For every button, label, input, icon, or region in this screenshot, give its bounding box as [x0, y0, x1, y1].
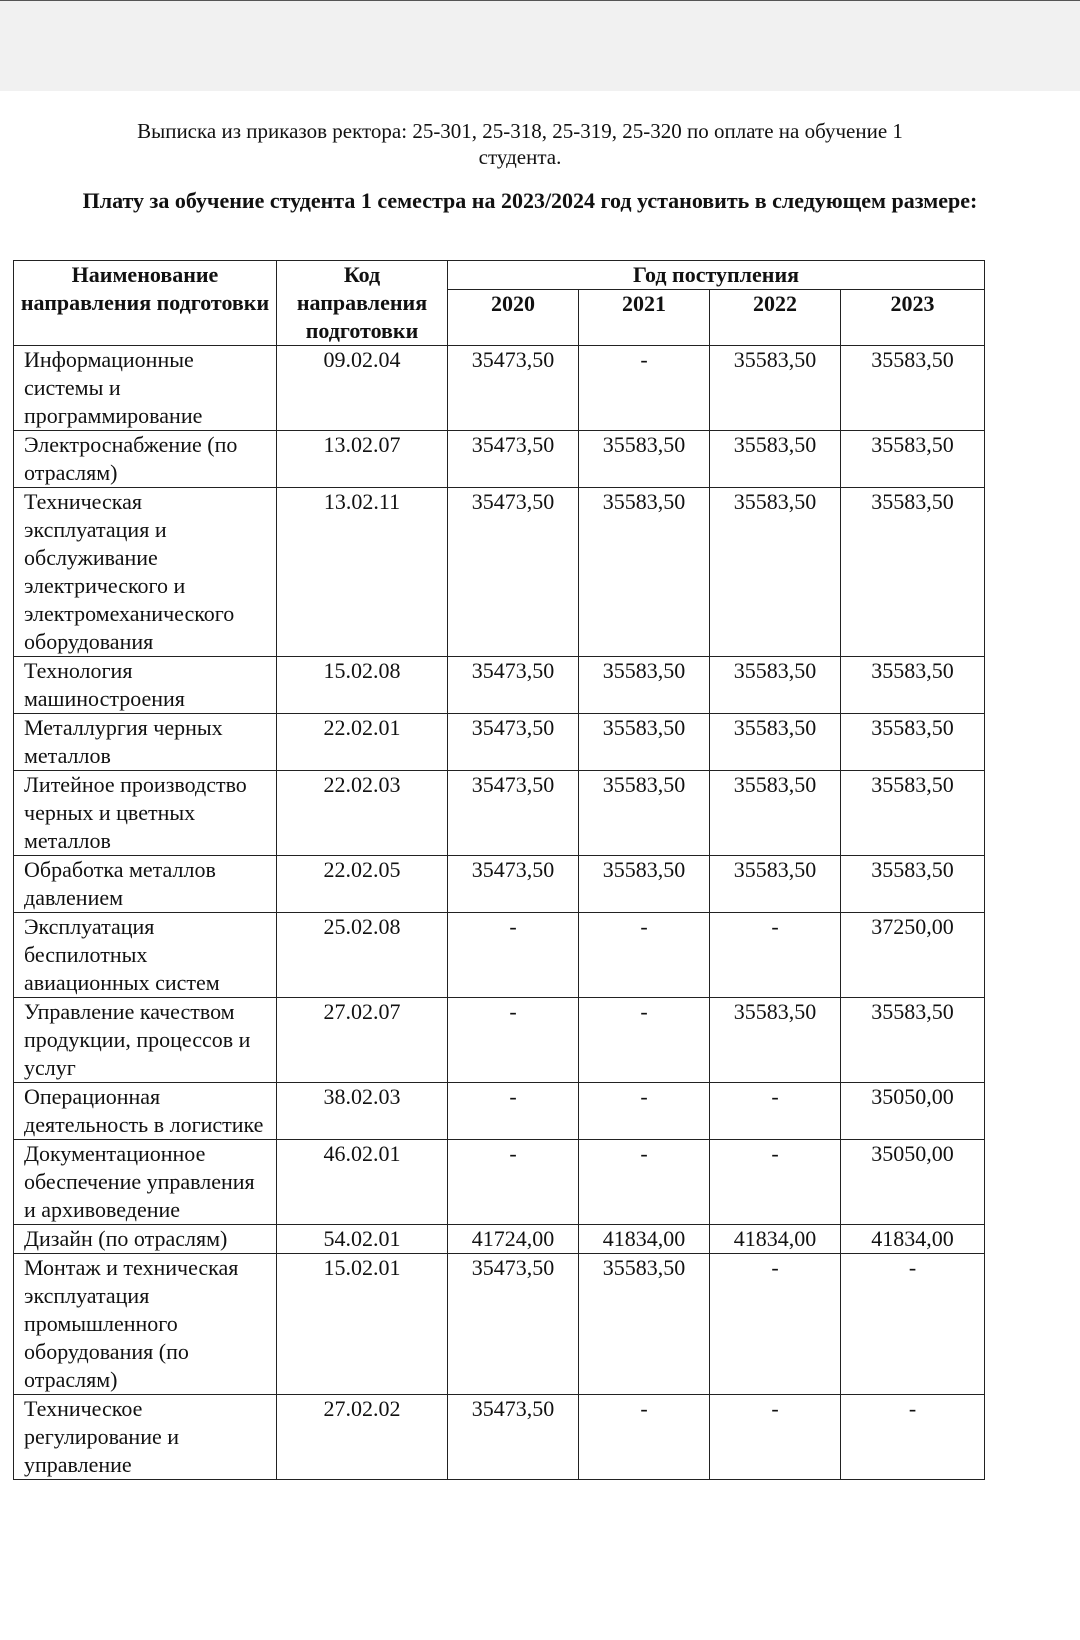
- direction-code-cell: 22.02.01: [277, 714, 448, 771]
- table-row: [14, 1083, 985, 1140]
- fee-2020-cell: 35473,50: [448, 1254, 579, 1395]
- fee-2021-cell: 35583,50: [579, 856, 710, 913]
- table-row: [14, 714, 985, 771]
- direction-code-cell: 22.02.03: [277, 771, 448, 856]
- table-row: [14, 1395, 985, 1480]
- fee-2021-cell: -: [579, 346, 710, 431]
- table-row: [14, 1254, 985, 1395]
- fee-2020-cell: 35473,50: [448, 488, 579, 657]
- fee-2021-cell: -: [579, 998, 710, 1083]
- fee-2022-cell: -: [710, 1395, 841, 1480]
- fee-2021-cell: 35583,50: [579, 488, 710, 657]
- direction-code-cell: 38.02.03: [277, 1083, 448, 1140]
- direction-code-cell: 46.02.01: [277, 1140, 448, 1225]
- direction-name-cell: Электроснабжение (по отраслям): [14, 431, 277, 488]
- fee-2021-cell: -: [579, 1083, 710, 1140]
- fee-2022-cell: -: [710, 913, 841, 998]
- fee-2023-cell: 35583,50: [841, 714, 985, 771]
- document-page: [0, 91, 1080, 1640]
- fee-2021-cell: 35583,50: [579, 1254, 710, 1395]
- direction-name-cell: Эксплуатация беспилотных авиационных систем: [14, 913, 277, 998]
- direction-code-cell: 09.02.04: [277, 346, 448, 431]
- fee-2020-cell: 35473,50: [448, 714, 579, 771]
- fee-2020-cell: 35473,50: [448, 856, 579, 913]
- direction-code-cell: 54.02.01: [277, 1225, 448, 1254]
- fee-2020-cell: -: [448, 1083, 579, 1140]
- table-row: [14, 913, 985, 998]
- fee-2021-cell: -: [579, 913, 710, 998]
- table-row: [14, 1225, 985, 1254]
- fee-2022-cell: -: [710, 1254, 841, 1395]
- direction-name-cell: Операционная деятельность в логистике: [14, 1083, 277, 1140]
- fee-2022-cell: 35583,50: [710, 488, 841, 657]
- fee-2021-cell: -: [579, 1140, 710, 1225]
- fee-2022-cell: -: [710, 1083, 841, 1140]
- fee-2022-cell: 35583,50: [710, 657, 841, 714]
- direction-name-cell: Техническое регулирование и управление: [14, 1395, 277, 1480]
- fee-2023-cell: 35583,50: [841, 488, 985, 657]
- direction-name-cell: Литейное производство черных и цветных металлов: [14, 771, 277, 856]
- direction-code-cell: 25.02.08: [277, 913, 448, 998]
- fee-2021-cell: 35583,50: [579, 771, 710, 856]
- direction-name-cell: Технология машиностроения: [14, 657, 277, 714]
- direction-code-cell: 22.02.05: [277, 856, 448, 913]
- intro-text: Выписка из приказов ректора: 25-301, 25-318, 25-319, 25-320 по оплате на обучение 1 студента.: [137, 119, 903, 169]
- document-heading: Плату за обучение студента 1 семестра на 2023/2024 год установить в следующем размере:: [82, 188, 978, 213]
- fee-2023-cell: 35583,50: [841, 346, 985, 431]
- fee-2020-cell: 35473,50: [448, 346, 579, 431]
- table-row: [14, 1140, 985, 1225]
- direction-code-cell: 27.02.07: [277, 998, 448, 1083]
- fee-2023-cell: 35583,50: [841, 657, 985, 714]
- fee-2020-cell: -: [448, 1140, 579, 1225]
- direction-name-cell: Монтаж и техническая эксплуатация промышленного оборудования (по отраслям): [14, 1254, 277, 1395]
- table-row: [14, 346, 985, 431]
- table-row: [14, 998, 985, 1083]
- fee-2020-cell: 35473,50: [448, 1395, 579, 1480]
- direction-name-cell: Обработка металлов давлением: [14, 856, 277, 913]
- header-year-2020: 2020: [448, 290, 579, 346]
- direction-code-cell: 15.02.01: [277, 1254, 448, 1395]
- fee-2022-cell: 35583,50: [710, 346, 841, 431]
- tuition-fee-table: [13, 260, 985, 1480]
- direction-name-cell: Управление качеством продукции, процессов и услуг: [14, 998, 277, 1083]
- direction-name-cell: Техническая эксплуатация и обслуживание электрического и электромеханического оборудования: [14, 488, 277, 657]
- fee-2021-cell: 35583,50: [579, 714, 710, 771]
- fee-2020-cell: -: [448, 913, 579, 998]
- top-gray-band: [0, 0, 1080, 91]
- fee-2021-cell: 41834,00: [579, 1225, 710, 1254]
- direction-code-cell: 15.02.08: [277, 657, 448, 714]
- direction-code-cell: 13.02.07: [277, 431, 448, 488]
- table-row: [14, 657, 985, 714]
- table-row: [14, 856, 985, 913]
- fee-2020-cell: 35473,50: [448, 657, 579, 714]
- fee-2022-cell: 35583,50: [710, 431, 841, 488]
- header-year-2022: 2022: [710, 290, 841, 346]
- fee-2023-cell: 41834,00: [841, 1225, 985, 1254]
- table-row: [14, 771, 985, 856]
- fee-2021-cell: -: [579, 1395, 710, 1480]
- fee-2021-cell: 35583,50: [579, 657, 710, 714]
- direction-name-cell: Металлургия черных металлов: [14, 714, 277, 771]
- fee-2022-cell: 35583,50: [710, 714, 841, 771]
- direction-name-cell: Дизайн (по отраслям): [14, 1225, 277, 1254]
- header-year-2021: 2021: [579, 290, 710, 346]
- fee-2023-cell: 35583,50: [841, 431, 985, 488]
- direction-name-cell: Документационное обеспечение управления и архивоведение: [14, 1140, 277, 1225]
- fee-2023-cell: 35583,50: [841, 998, 985, 1083]
- fee-2020-cell: -: [448, 998, 579, 1083]
- fee-2023-cell: -: [841, 1254, 985, 1395]
- fee-2022-cell: -: [710, 1140, 841, 1225]
- table-row: [14, 431, 985, 488]
- fee-2022-cell: 35583,50: [710, 998, 841, 1083]
- direction-code-cell: 27.02.02: [277, 1395, 448, 1480]
- header-direction-code: Код направления подготовки: [277, 261, 448, 346]
- fee-2021-cell: 35583,50: [579, 431, 710, 488]
- header-year-2023: 2023: [841, 290, 985, 346]
- fee-2023-cell: -: [841, 1395, 985, 1480]
- fee-2023-cell: 35583,50: [841, 771, 985, 856]
- fee-2022-cell: 35583,50: [710, 771, 841, 856]
- fee-2023-cell: 35050,00: [841, 1140, 985, 1225]
- table-row: [14, 488, 985, 657]
- fee-2020-cell: 35473,50: [448, 431, 579, 488]
- header-admission-year: Год поступления: [448, 261, 985, 290]
- fee-2022-cell: 35583,50: [710, 856, 841, 913]
- direction-name-cell: Информационные системы и программирование: [14, 346, 277, 431]
- fee-2023-cell: 35050,00: [841, 1083, 985, 1140]
- fee-2023-cell: 35583,50: [841, 856, 985, 913]
- fee-2023-cell: 37250,00: [841, 913, 985, 998]
- fee-2020-cell: 35473,50: [448, 771, 579, 856]
- fee-2020-cell: 41724,00: [448, 1225, 579, 1254]
- direction-code-cell: 13.02.11: [277, 488, 448, 657]
- fee-2022-cell: 41834,00: [710, 1225, 841, 1254]
- header-direction-name: Наименование направления подготовки: [14, 261, 277, 346]
